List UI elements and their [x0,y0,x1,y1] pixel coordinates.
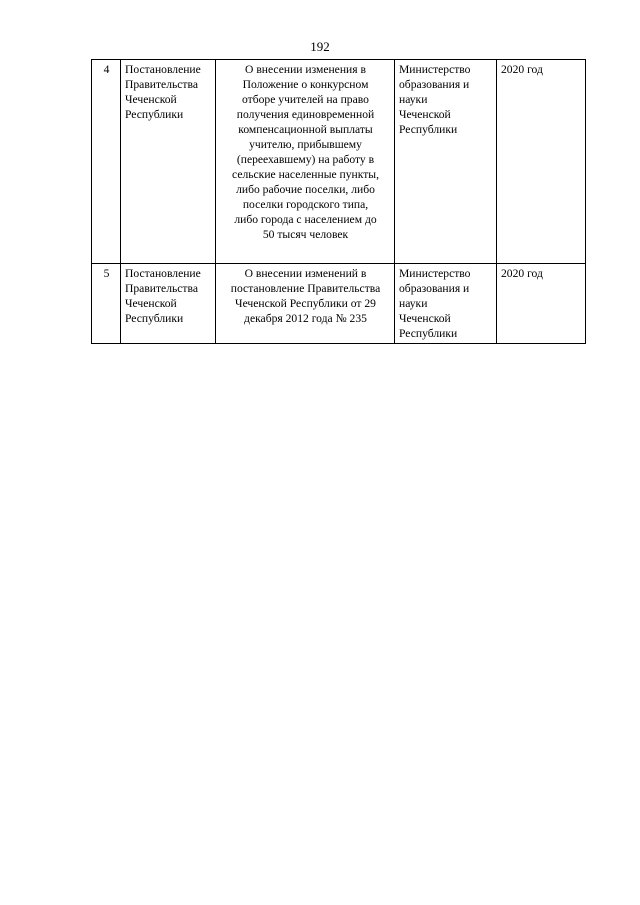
document-title-line: сельские населенные пункты, [232,168,379,181]
document-type-line: Постановление [125,63,201,76]
document-title-line: (переехавшему) на работу в [236,153,375,166]
page-number: 192 [310,39,330,54]
document-title-line: отборе учителей на право [242,93,369,106]
document-title-line: Положение о конкурсном [242,78,369,91]
organization-line: образования и [399,282,470,295]
document-title-line: 50 тысяч человек [262,228,349,241]
document-title-line: учителю, прибывшему [249,138,362,151]
document-table [91,59,586,344]
document-title-line: О внесении изменения в [245,63,366,76]
organization-line: Чеченской [399,108,451,121]
document-type-line: Правительства [125,78,198,91]
row-number-cell: 5 [92,264,121,344]
document-title-line: компенсационной выплаты [238,123,373,136]
document-type-line: Республики [125,312,184,325]
organization-line: Чеченской [399,312,451,325]
year-cell: 2020 год [497,60,586,264]
document-title-line: постановление Правительства [230,282,381,295]
row-number-cell: 4 [92,60,121,264]
document-title-cell [216,60,395,264]
document-type-line: Чеченской [125,93,177,106]
document-title-line: декабря 2012 года № 235 [244,312,367,325]
responsible-organization-cell [395,60,497,264]
document-title-line: получения единовременной [236,108,375,121]
document-type-line: Правительства [125,282,198,295]
document-type-cell [121,60,216,264]
document-type-line: Постановление [125,267,201,280]
document-title-line: поселки городского типа, [242,198,369,211]
document-type-line: Чеченской [125,297,177,310]
table-row [92,60,586,264]
organization-line: Министерство [399,63,471,76]
responsible-organization-cell [395,264,497,344]
table-row [92,264,586,344]
organization-line: Республики [399,123,458,136]
document-title-line: либо города с населением до [234,213,377,226]
organization-line: образования и [399,78,470,91]
document-title-cell [216,264,395,344]
document-type-cell [121,264,216,344]
document-title-line: Чеченской Республики от 29 [235,297,376,310]
organization-line: Министерство [399,267,471,280]
document-title-line: либо рабочие поселки, либо [236,183,375,196]
document-type-line: Республики [125,108,184,121]
organization-line: науки [399,297,428,310]
organization-line: Республики [399,327,458,340]
document-title-line: О внесении изменений в [244,267,367,280]
organization-line: науки [399,93,428,106]
year-cell: 2020 год [497,264,586,344]
